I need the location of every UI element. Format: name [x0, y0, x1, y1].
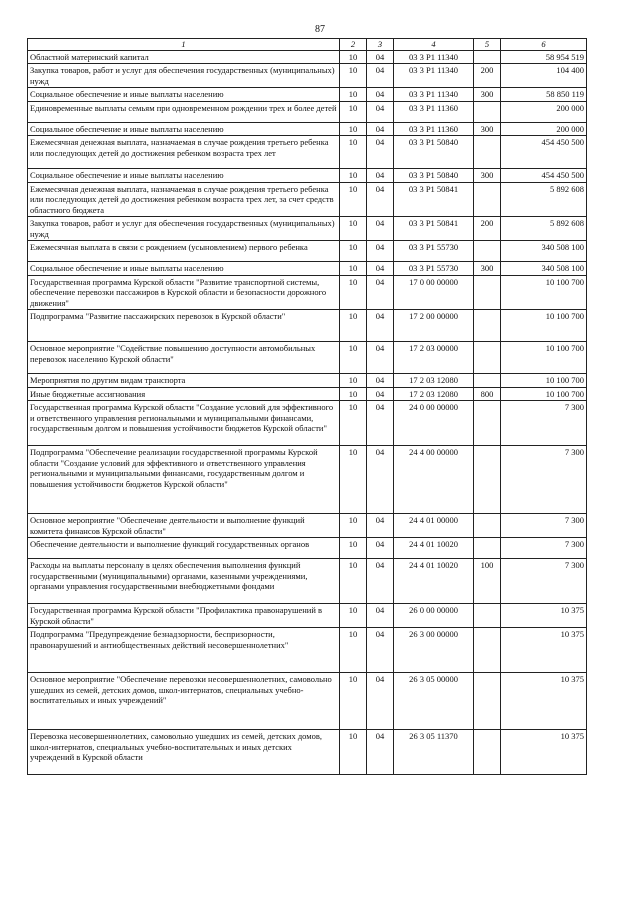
cell-subsection: 04	[367, 182, 394, 217]
cell-amount: 10 100 700	[501, 374, 587, 388]
column-header: 3	[367, 39, 394, 51]
cell-subsection: 04	[367, 730, 394, 775]
cell-amount: 58 954 519	[501, 50, 587, 64]
cell-subsection: 04	[367, 50, 394, 64]
cell-target-article: 03 3 P1 11340	[394, 64, 474, 88]
cell-subsection: 04	[367, 514, 394, 538]
cell-name: Подпрограмма "Развитие пассажирских перевозок в Курской области"	[28, 310, 340, 342]
cell-target-article: 24 4 01 00000	[394, 514, 474, 538]
cell-target-article: 26 3 05 00000	[394, 673, 474, 730]
cell-section: 10	[340, 673, 367, 730]
cell-expense-type	[474, 604, 501, 628]
cell-target-article: 24 4 01 10020	[394, 559, 474, 604]
table-row	[28, 559, 587, 604]
cell-subsection: 04	[367, 241, 394, 262]
table-row	[28, 628, 587, 673]
table-row	[28, 730, 587, 775]
cell-section: 10	[340, 122, 367, 136]
cell-name: Перевозка несовершеннолетних, самовольно ушедших из семей, детских домов, школ-интернатов, специальных учебно-воспитательных и иных детских учреждений в Курской области	[28, 730, 340, 775]
cell-expense-type: 300	[474, 88, 501, 102]
cell-name: Подпрограмма "Предупреждение безнадзорности, беспризорности, правонарушений и антиобщественных действий несовершеннолетних"	[28, 628, 340, 673]
cell-expense-type	[474, 374, 501, 388]
cell-target-article: 03 3 P1 11340	[394, 50, 474, 64]
cell-target-article: 24 4 00 00000	[394, 446, 474, 514]
cell-section: 10	[340, 538, 367, 559]
cell-section: 10	[340, 169, 367, 183]
cell-expense-type	[474, 101, 501, 122]
cell-amount: 10 375	[501, 628, 587, 673]
cell-expense-type: 800	[474, 387, 501, 401]
cell-amount: 454 450 500	[501, 136, 587, 169]
cell-expense-type	[474, 514, 501, 538]
cell-amount: 7 300	[501, 538, 587, 559]
cell-subsection: 04	[367, 604, 394, 628]
cell-name: Обеспечение деятельности и выполнение функций государственных органов	[28, 538, 340, 559]
cell-section: 10	[340, 446, 367, 514]
cell-section: 10	[340, 88, 367, 102]
cell-section: 10	[340, 628, 367, 673]
cell-expense-type	[474, 275, 501, 310]
cell-expense-type: 200	[474, 64, 501, 88]
cell-target-article: 03 3 P1 11340	[394, 88, 474, 102]
cell-subsection: 04	[367, 262, 394, 276]
cell-target-article: 03 3 P1 50841	[394, 182, 474, 217]
cell-target-article: 26 3 05 11370	[394, 730, 474, 775]
cell-section: 10	[340, 241, 367, 262]
cell-expense-type	[474, 628, 501, 673]
cell-amount: 10 100 700	[501, 387, 587, 401]
cell-name: Единовременные выплаты семьям при одновременном рождении трех и более детей	[28, 101, 340, 122]
cell-name: Ежемесячная денежная выплата, назначаемая в случае рождения третьего ребенка или последующих детей до достижения ребенком возраста трех лет, за счет средств областного бюджета	[28, 182, 340, 217]
cell-expense-type: 100	[474, 559, 501, 604]
cell-subsection: 04	[367, 122, 394, 136]
table-row	[28, 88, 587, 102]
cell-expense-type	[474, 538, 501, 559]
cell-name: Основное мероприятие "Обеспечение перевозки несовершеннолетних, самовольно ушедших из семей, детских домов, школ-интернатов, специальных учебно-воспитательных и иных учреждений"	[28, 673, 340, 730]
cell-section: 10	[340, 514, 367, 538]
cell-amount: 5 892 608	[501, 182, 587, 217]
cell-section: 10	[340, 387, 367, 401]
cell-target-article: 17 0 00 00000	[394, 275, 474, 310]
cell-subsection: 04	[367, 342, 394, 374]
cell-subsection: 04	[367, 136, 394, 169]
cell-section: 10	[340, 262, 367, 276]
cell-name: Основное мероприятие "Содействие повышению доступности автомобильных перевозок населению Курской области"	[28, 342, 340, 374]
cell-section: 10	[340, 342, 367, 374]
table-row	[28, 241, 587, 262]
cell-target-article: 17 2 03 00000	[394, 342, 474, 374]
cell-expense-type: 300	[474, 122, 501, 136]
page-number: 87	[315, 24, 325, 35]
table-row	[28, 101, 587, 122]
column-header: 5	[474, 39, 501, 51]
cell-name: Мероприятия по другим видам транспорта	[28, 374, 340, 388]
cell-amount: 7 300	[501, 514, 587, 538]
cell-target-article: 24 0 00 00000	[394, 401, 474, 446]
cell-name: Ежемесячная выплата в связи с рождением (усыновлением) первого ребенка	[28, 241, 340, 262]
budget-table	[27, 38, 587, 775]
cell-target-article: 03 3 P1 11360	[394, 122, 474, 136]
cell-section: 10	[340, 182, 367, 217]
table-row	[28, 310, 587, 342]
cell-expense-type: 300	[474, 262, 501, 276]
table-row	[28, 514, 587, 538]
cell-name: Подпрограмма "Обеспечение реализации государственной программы Курской области "Создание условий для эффективного и ответственного управления региональными и муниципальными финансами, государственным долгом и повышения устойчивости бюджетов Курской области"	[28, 446, 340, 514]
cell-amount: 7 300	[501, 446, 587, 514]
cell-target-article: 03 3 P1 55730	[394, 262, 474, 276]
cell-subsection: 04	[367, 275, 394, 310]
table-row	[28, 64, 587, 88]
cell-section: 10	[340, 136, 367, 169]
cell-subsection: 04	[367, 169, 394, 183]
cell-target-article: 24 4 01 10020	[394, 538, 474, 559]
table-row	[28, 122, 587, 136]
cell-name: Государственная программа Курской области "Развитие транспортной системы, обеспечение перевозки пассажиров в Курской области и безопасности дорожного движения"	[28, 275, 340, 310]
cell-subsection: 04	[367, 387, 394, 401]
table-row	[28, 182, 587, 217]
cell-subsection: 04	[367, 217, 394, 241]
cell-target-article: 03 3 P1 55730	[394, 241, 474, 262]
cell-expense-type	[474, 50, 501, 64]
cell-amount: 10 100 700	[501, 342, 587, 374]
cell-expense-type	[474, 342, 501, 374]
cell-section: 10	[340, 64, 367, 88]
cell-amount: 340 508 100	[501, 262, 587, 276]
cell-name: Социальное обеспечение и иные выплаты населению	[28, 122, 340, 136]
table-row	[28, 262, 587, 276]
cell-section: 10	[340, 275, 367, 310]
cell-expense-type	[474, 401, 501, 446]
cell-section: 10	[340, 101, 367, 122]
cell-target-article: 17 2 03 12080	[394, 387, 474, 401]
cell-target-article: 26 0 00 00000	[394, 604, 474, 628]
table-row	[28, 538, 587, 559]
cell-subsection: 04	[367, 538, 394, 559]
cell-target-article: 03 3 P1 50841	[394, 217, 474, 241]
cell-name: Областной материнский капитал	[28, 50, 340, 64]
cell-amount: 200 000	[501, 122, 587, 136]
cell-target-article: 03 3 P1 11360	[394, 101, 474, 122]
column-header: 6	[501, 39, 587, 51]
cell-expense-type	[474, 182, 501, 217]
cell-name: Иные бюджетные ассигнования	[28, 387, 340, 401]
cell-subsection: 04	[367, 101, 394, 122]
cell-amount: 58 850 119	[501, 88, 587, 102]
cell-amount: 200 000	[501, 101, 587, 122]
cell-amount: 7 300	[501, 559, 587, 604]
cell-subsection: 04	[367, 88, 394, 102]
cell-subsection: 04	[367, 310, 394, 342]
cell-name: Закупка товаров, работ и услуг для обеспечения государственных (муниципальных) нужд	[28, 217, 340, 241]
table-row	[28, 673, 587, 730]
cell-subsection: 04	[367, 401, 394, 446]
table-row	[28, 374, 587, 388]
column-header: 1	[28, 39, 340, 51]
cell-section: 10	[340, 730, 367, 775]
table-row	[28, 169, 587, 183]
cell-section: 10	[340, 559, 367, 604]
cell-target-article: 03 3 P1 50840	[394, 136, 474, 169]
cell-section: 10	[340, 401, 367, 446]
cell-amount: 10 100 700	[501, 310, 587, 342]
cell-subsection: 04	[367, 374, 394, 388]
cell-name: Основное мероприятие "Обеспечение деятельности и выполнение функций комитета финансов Курской области"	[28, 514, 340, 538]
cell-amount: 10 375	[501, 730, 587, 775]
cell-expense-type	[474, 136, 501, 169]
cell-amount: 7 300	[501, 401, 587, 446]
cell-name: Социальное обеспечение и иные выплаты населению	[28, 262, 340, 276]
cell-name: Расходы на выплаты персоналу в целях обеспечения выполнения функций государственными (муниципальными) органами, казенными учреждениями, органами управления государственными внебюджетными фондами	[28, 559, 340, 604]
cell-expense-type	[474, 673, 501, 730]
cell-name: Социальное обеспечение и иные выплаты населению	[28, 88, 340, 102]
cell-amount: 454 450 500	[501, 169, 587, 183]
cell-expense-type	[474, 241, 501, 262]
cell-subsection: 04	[367, 446, 394, 514]
table-row	[28, 387, 587, 401]
table-row	[28, 446, 587, 514]
cell-subsection: 04	[367, 64, 394, 88]
cell-expense-type: 300	[474, 169, 501, 183]
cell-amount: 10 375	[501, 673, 587, 730]
cell-subsection: 04	[367, 628, 394, 673]
cell-name: Закупка товаров, работ и услуг для обеспечения государственных (муниципальных) нужд	[28, 64, 340, 88]
cell-section: 10	[340, 374, 367, 388]
cell-amount: 104 400	[501, 64, 587, 88]
cell-subsection: 04	[367, 559, 394, 604]
table-body	[28, 50, 587, 775]
table-row	[28, 401, 587, 446]
cell-name: Государственная программа Курской области "Профилактика правонарушений в Курской области"	[28, 604, 340, 628]
cell-name: Ежемесячная денежная выплата, назначаемая в случае рождения третьего ребенка или последующих детей до достижения ребенком возраста трех лет	[28, 136, 340, 169]
table-row	[28, 275, 587, 310]
cell-amount: 340 508 100	[501, 241, 587, 262]
table-row	[28, 217, 587, 241]
cell-expense-type	[474, 446, 501, 514]
cell-target-article: 26 3 00 00000	[394, 628, 474, 673]
cell-target-article: 03 3 P1 50840	[394, 169, 474, 183]
column-header: 4	[394, 39, 474, 51]
table-header-row	[28, 39, 587, 51]
cell-amount: 10 375	[501, 604, 587, 628]
column-header: 2	[340, 39, 367, 51]
cell-section: 10	[340, 604, 367, 628]
cell-section: 10	[340, 50, 367, 64]
table-row	[28, 342, 587, 374]
table-row	[28, 136, 587, 169]
cell-subsection: 04	[367, 673, 394, 730]
cell-section: 10	[340, 310, 367, 342]
cell-expense-type	[474, 310, 501, 342]
table-row	[28, 604, 587, 628]
cell-name: Социальное обеспечение и иные выплаты населению	[28, 169, 340, 183]
cell-amount: 10 100 700	[501, 275, 587, 310]
table-row	[28, 50, 587, 64]
cell-target-article: 17 2 00 00000	[394, 310, 474, 342]
cell-target-article: 17 2 03 12080	[394, 374, 474, 388]
cell-section: 10	[340, 217, 367, 241]
cell-expense-type: 200	[474, 217, 501, 241]
cell-name: Государственная программа Курской области "Создание условий для эффективного и ответственного управления региональными и муниципальными финансами, государственным долгом и повышения устойчивости бюджетов Курской области"	[28, 401, 340, 446]
cell-amount: 5 892 608	[501, 217, 587, 241]
cell-expense-type	[474, 730, 501, 775]
